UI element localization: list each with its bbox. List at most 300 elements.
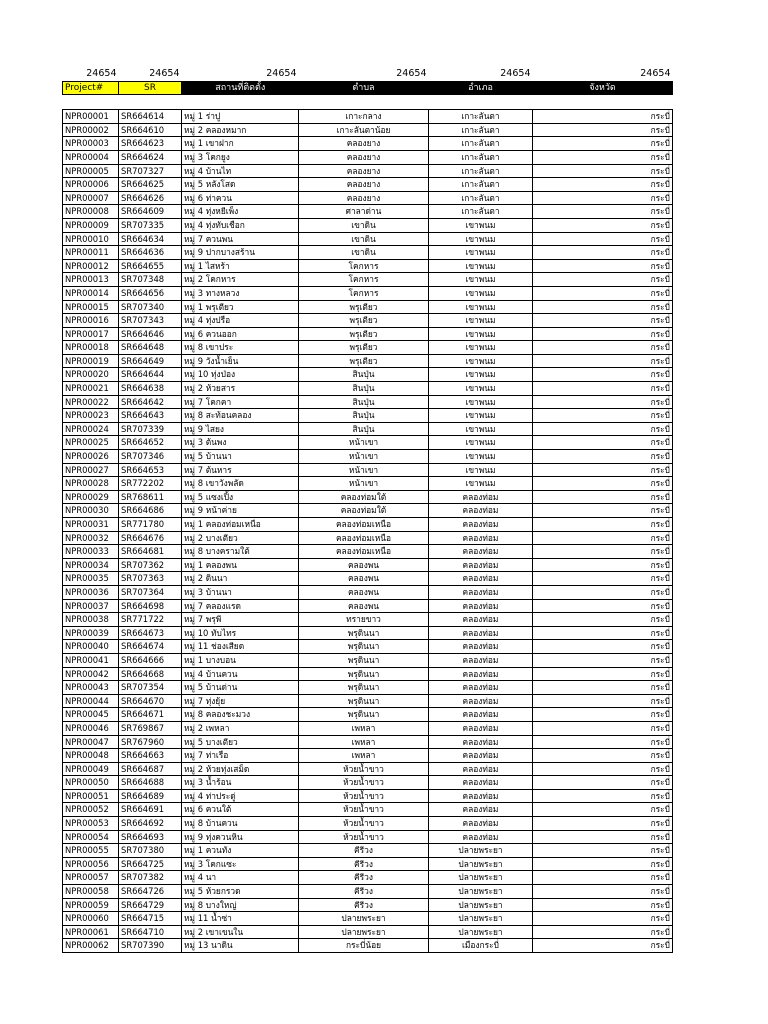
sr-cell[interactable]: SR664710: [119, 925, 182, 939]
subdistrict-cell[interactable]: คลองท่อมเหนือ: [299, 518, 429, 532]
project-id-cell[interactable]: NPR00018: [63, 341, 119, 355]
sr-cell[interactable]: SR664636: [119, 246, 182, 260]
sr-cell[interactable]: SR664681: [119, 545, 182, 559]
project-id-cell[interactable]: NPR00007: [63, 191, 119, 205]
project-id-cell[interactable]: NPR00059: [63, 898, 119, 912]
province-cell[interactable]: กระบี่: [533, 626, 673, 640]
location-cell[interactable]: หมู่ 8 เขาวังพลัด: [182, 477, 299, 491]
location-cell[interactable]: หมู่ 2 เพหลา: [182, 721, 299, 735]
project-id-cell[interactable]: NPR00039: [63, 626, 119, 640]
subdistrict-cell[interactable]: เพหลา: [299, 735, 429, 749]
sr-cell[interactable]: SR664626: [119, 191, 182, 205]
sr-cell[interactable]: SR664643: [119, 409, 182, 423]
project-id-cell[interactable]: NPR00020: [63, 368, 119, 382]
province-cell[interactable]: กระบี่: [533, 259, 673, 273]
sr-cell[interactable]: SR771722: [119, 613, 182, 627]
project-id-cell[interactable]: NPR00046: [63, 721, 119, 735]
project-id-cell[interactable]: NPR00044: [63, 694, 119, 708]
project-id-cell[interactable]: NPR00042: [63, 667, 119, 681]
subdistrict-cell[interactable]: คลองยาง: [299, 191, 429, 205]
sr-cell[interactable]: SR664668: [119, 667, 182, 681]
sr-cell[interactable]: SR707327: [119, 164, 182, 178]
subdistrict-cell[interactable]: เกาะกลาง: [299, 110, 429, 124]
project-id-cell[interactable]: NPR00008: [63, 205, 119, 219]
district-cell[interactable]: ปลายพระยา: [429, 912, 533, 926]
location-cell[interactable]: หมู่ 4 ทุ่งหยีเพ็ง: [182, 205, 299, 219]
project-id-cell[interactable]: NPR00015: [63, 300, 119, 314]
subdistrict-cell[interactable]: คลองท่อมใต้: [299, 504, 429, 518]
sr-cell[interactable]: SR664624: [119, 150, 182, 164]
district-cell[interactable]: เขาพนม: [429, 450, 533, 464]
location-cell[interactable]: หมู่ 7 คลองแรด: [182, 599, 299, 613]
subdistrict-cell[interactable]: ห้วยน้ำขาว: [299, 803, 429, 817]
district-cell[interactable]: เกาะลันตา: [429, 191, 533, 205]
district-cell[interactable]: เกาะลันตา: [429, 150, 533, 164]
location-cell[interactable]: หมู่ 7 ควนพน: [182, 232, 299, 246]
province-cell[interactable]: กระบี่: [533, 708, 673, 722]
district-cell[interactable]: คลองท่อม: [429, 708, 533, 722]
sr-cell[interactable]: SR707364: [119, 585, 182, 599]
project-id-cell[interactable]: NPR00045: [63, 708, 119, 722]
district-cell[interactable]: ปลายพระยา: [429, 898, 533, 912]
province-cell[interactable]: กระบี่: [533, 681, 673, 695]
sr-cell[interactable]: SR664634: [119, 232, 182, 246]
province-cell[interactable]: กระบี่: [533, 273, 673, 287]
sr-cell[interactable]: SR664652: [119, 436, 182, 450]
location-cell[interactable]: หมู่ 2 โคกหาร: [182, 273, 299, 287]
sr-cell[interactable]: SR664644: [119, 368, 182, 382]
location-cell[interactable]: หมู่ 4 บ้านควน: [182, 667, 299, 681]
location-cell[interactable]: หมู่ 8 คลองชะมวง: [182, 708, 299, 722]
district-cell[interactable]: คลองท่อม: [429, 667, 533, 681]
project-id-cell[interactable]: NPR00055: [63, 844, 119, 858]
project-id-cell[interactable]: NPR00022: [63, 395, 119, 409]
location-cell[interactable]: หมู่ 1 คลองท่อมเหนือ: [182, 518, 299, 532]
province-cell[interactable]: กระบี่: [533, 327, 673, 341]
header-project[interactable]: Project#: [63, 81, 119, 95]
location-cell[interactable]: หมู่ 5 แซงเปิ้ง: [182, 490, 299, 504]
province-cell[interactable]: กระบี่: [533, 749, 673, 763]
location-cell[interactable]: หมู่ 7 ต้นหาร: [182, 463, 299, 477]
subdistrict-cell[interactable]: พรุเตียว: [299, 354, 429, 368]
subdistrict-cell[interactable]: คีรีวง: [299, 898, 429, 912]
province-cell[interactable]: กระบี่: [533, 898, 673, 912]
project-id-cell[interactable]: NPR00024: [63, 422, 119, 436]
project-id-cell[interactable]: NPR00026: [63, 450, 119, 464]
sr-cell[interactable]: SR664715: [119, 912, 182, 926]
subdistrict-cell[interactable]: เขาดิน: [299, 218, 429, 232]
location-cell[interactable]: หมู่ 4 ทุ่งทับเชือก: [182, 218, 299, 232]
district-cell[interactable]: คลองท่อม: [429, 531, 533, 545]
location-cell[interactable]: หมู่ 5 บางเตียว: [182, 735, 299, 749]
district-cell[interactable]: เขาพนม: [429, 218, 533, 232]
subdistrict-cell[interactable]: ปลายพระยา: [299, 912, 429, 926]
district-cell[interactable]: เขาพนม: [429, 341, 533, 355]
province-cell[interactable]: กระบี่: [533, 803, 673, 817]
header-province[interactable]: จังหวัด: [533, 81, 673, 95]
project-id-cell[interactable]: NPR00012: [63, 259, 119, 273]
location-cell[interactable]: หมู่ 9 ปากบางสร้าน: [182, 246, 299, 260]
district-cell[interactable]: คลองท่อม: [429, 599, 533, 613]
location-cell[interactable]: หมู่ 2 คลองหมาก: [182, 123, 299, 137]
project-id-cell[interactable]: NPR00004: [63, 150, 119, 164]
sr-cell[interactable]: SR664625: [119, 178, 182, 192]
location-cell[interactable]: หมู่ 11 น้ำซ่า: [182, 912, 299, 926]
sr-cell[interactable]: SR771780: [119, 518, 182, 532]
subdistrict-cell[interactable]: พรุดินนา: [299, 708, 429, 722]
province-cell[interactable]: กระบี่: [533, 545, 673, 559]
province-cell[interactable]: กระบี่: [533, 205, 673, 219]
subdistrict-cell[interactable]: ทรายขาว: [299, 613, 429, 627]
province-cell[interactable]: กระบี่: [533, 382, 673, 396]
project-id-cell[interactable]: NPR00037: [63, 599, 119, 613]
province-cell[interactable]: กระบี่: [533, 300, 673, 314]
province-cell[interactable]: กระบี่: [533, 925, 673, 939]
project-id-cell[interactable]: NPR00032: [63, 531, 119, 545]
project-id-cell[interactable]: NPR00025: [63, 436, 119, 450]
sr-cell[interactable]: SR664656: [119, 286, 182, 300]
province-cell[interactable]: กระบี่: [533, 232, 673, 246]
province-cell[interactable]: กระบี่: [533, 585, 673, 599]
sr-cell[interactable]: SR664663: [119, 749, 182, 763]
province-cell[interactable]: กระบี่: [533, 721, 673, 735]
province-cell[interactable]: กระบี่: [533, 123, 673, 137]
project-id-cell[interactable]: NPR00017: [63, 327, 119, 341]
sr-cell[interactable]: SR664726: [119, 885, 182, 899]
header-district[interactable]: อำเภอ: [429, 81, 533, 95]
location-cell[interactable]: หมู่ 7 พรุพี: [182, 613, 299, 627]
project-id-cell[interactable]: NPR00050: [63, 776, 119, 790]
location-cell[interactable]: หมู่ 6 ท่าควน: [182, 191, 299, 205]
province-cell[interactable]: กระบี่: [533, 395, 673, 409]
district-cell[interactable]: คลองท่อม: [429, 817, 533, 831]
district-cell[interactable]: คลองท่อม: [429, 545, 533, 559]
sr-cell[interactable]: SR707348: [119, 273, 182, 287]
subdistrict-cell[interactable]: คีรีวง: [299, 844, 429, 858]
location-cell[interactable]: หมู่ 1 เขาฝาก: [182, 137, 299, 151]
header-sr[interactable]: SR: [119, 81, 182, 95]
subdistrict-cell[interactable]: คลองพน: [299, 585, 429, 599]
location-cell[interactable]: หมู่ 1 ควนทัง: [182, 844, 299, 858]
sr-cell[interactable]: SR664614: [119, 110, 182, 124]
subdistrict-cell[interactable]: คลองพน: [299, 558, 429, 572]
location-cell[interactable]: หมู่ 4 ทุ่งปรือ: [182, 314, 299, 328]
province-cell[interactable]: กระบี่: [533, 164, 673, 178]
project-id-cell[interactable]: NPR00033: [63, 545, 119, 559]
subdistrict-cell[interactable]: สินปุ่น: [299, 368, 429, 382]
province-cell[interactable]: กระบี่: [533, 857, 673, 871]
province-cell[interactable]: กระบี่: [533, 314, 673, 328]
location-cell[interactable]: หมู่ 2 ห้วยทุ่งเสม็ด: [182, 762, 299, 776]
project-id-cell[interactable]: NPR00028: [63, 477, 119, 491]
location-cell[interactable]: หมู่ 4 บ้านไท: [182, 164, 299, 178]
location-cell[interactable]: หมู่ 9 วังน้ำเย็น: [182, 354, 299, 368]
project-id-cell[interactable]: NPR00021: [63, 382, 119, 396]
subdistrict-cell[interactable]: เพหลา: [299, 721, 429, 735]
district-cell[interactable]: เขาพนม: [429, 354, 533, 368]
province-cell[interactable]: กระบี่: [533, 518, 673, 532]
location-cell[interactable]: หมู่ 2 เขาเขนใน: [182, 925, 299, 939]
province-cell[interactable]: กระบี่: [533, 341, 673, 355]
project-id-cell[interactable]: NPR00062: [63, 939, 119, 953]
sr-cell[interactable]: SR664623: [119, 137, 182, 151]
location-cell[interactable]: หมู่ 6 ควนออก: [182, 327, 299, 341]
province-cell[interactable]: กระบี่: [533, 694, 673, 708]
district-cell[interactable]: คลองท่อม: [429, 490, 533, 504]
project-id-cell[interactable]: NPR00056: [63, 857, 119, 871]
district-cell[interactable]: เกาะลันตา: [429, 205, 533, 219]
location-cell[interactable]: หมู่ 7 ท่าเรือ: [182, 749, 299, 763]
sr-cell[interactable]: SR767960: [119, 735, 182, 749]
location-cell[interactable]: หมู่ 7 โคกคา: [182, 395, 299, 409]
sr-cell[interactable]: SR664666: [119, 653, 182, 667]
subdistrict-cell[interactable]: ปลายพระยา: [299, 925, 429, 939]
subdistrict-cell[interactable]: หน้าเขา: [299, 477, 429, 491]
project-id-cell[interactable]: NPR00005: [63, 164, 119, 178]
project-id-cell[interactable]: NPR00003: [63, 137, 119, 151]
subdistrict-cell[interactable]: โคกหาร: [299, 259, 429, 273]
province-cell[interactable]: กระบี่: [533, 653, 673, 667]
province-cell[interactable]: กระบี่: [533, 246, 673, 260]
subdistrict-cell[interactable]: พรุดินนา: [299, 681, 429, 695]
project-id-cell[interactable]: NPR00038: [63, 613, 119, 627]
location-cell[interactable]: หมู่ 4 นา: [182, 871, 299, 885]
subdistrict-cell[interactable]: คีรีวง: [299, 871, 429, 885]
province-cell[interactable]: กระบี่: [533, 789, 673, 803]
sr-cell[interactable]: SR772202: [119, 477, 182, 491]
district-cell[interactable]: เกาะลันตา: [429, 178, 533, 192]
sr-cell[interactable]: SR664649: [119, 354, 182, 368]
province-cell[interactable]: กระบี่: [533, 640, 673, 654]
sr-cell[interactable]: SR664693: [119, 830, 182, 844]
district-cell[interactable]: คลองท่อม: [429, 789, 533, 803]
sr-cell[interactable]: SR664686: [119, 504, 182, 518]
location-cell[interactable]: หมู่ 2 บางเตียว: [182, 531, 299, 545]
subdistrict-cell[interactable]: กระบี่น้อย: [299, 939, 429, 953]
project-id-cell[interactable]: NPR00009: [63, 218, 119, 232]
sr-cell[interactable]: SR664692: [119, 817, 182, 831]
district-cell[interactable]: คลองท่อม: [429, 572, 533, 586]
project-id-cell[interactable]: NPR00029: [63, 490, 119, 504]
province-cell[interactable]: กระบี่: [533, 178, 673, 192]
province-cell[interactable]: กระบี่: [533, 830, 673, 844]
subdistrict-cell[interactable]: หน้าเขา: [299, 450, 429, 464]
subdistrict-cell[interactable]: ห้วยน้ำขาว: [299, 762, 429, 776]
district-cell[interactable]: เขาพนม: [429, 422, 533, 436]
district-cell[interactable]: คลองท่อม: [429, 613, 533, 627]
province-cell[interactable]: กระบี่: [533, 871, 673, 885]
subdistrict-cell[interactable]: ห้วยน้ำขาว: [299, 830, 429, 844]
subdistrict-cell[interactable]: พรุเตียว: [299, 314, 429, 328]
location-cell[interactable]: หมู่ 3 โคกยูง: [182, 150, 299, 164]
subdistrict-cell[interactable]: คลองยาง: [299, 164, 429, 178]
sr-cell[interactable]: SR707380: [119, 844, 182, 858]
project-id-cell[interactable]: NPR00043: [63, 681, 119, 695]
project-id-cell[interactable]: NPR00013: [63, 273, 119, 287]
location-cell[interactable]: หมู่ 1 พรุเตียว: [182, 300, 299, 314]
project-id-cell[interactable]: NPR00053: [63, 817, 119, 831]
subdistrict-cell[interactable]: สินปุ่น: [299, 422, 429, 436]
province-cell[interactable]: กระบี่: [533, 409, 673, 423]
location-cell[interactable]: หมู่ 8 เขาประ: [182, 341, 299, 355]
subdistrict-cell[interactable]: ศาลาด่าน: [299, 205, 429, 219]
district-cell[interactable]: คลองท่อม: [429, 640, 533, 654]
sr-cell[interactable]: SR768611: [119, 490, 182, 504]
header-subdistrict[interactable]: ตำบล: [299, 81, 429, 95]
sr-cell[interactable]: SR664642: [119, 395, 182, 409]
province-cell[interactable]: กระบี่: [533, 422, 673, 436]
location-cell[interactable]: หมู่ 10 ทุ่งป่อง: [182, 368, 299, 382]
subdistrict-cell[interactable]: ห้วยน้ำขาว: [299, 817, 429, 831]
project-id-cell[interactable]: NPR00034: [63, 558, 119, 572]
location-cell[interactable]: หมู่ 7 ทุ่งยุ้ย: [182, 694, 299, 708]
subdistrict-cell[interactable]: พรุดินนา: [299, 667, 429, 681]
subdistrict-cell[interactable]: พรุดินนา: [299, 640, 429, 654]
province-cell[interactable]: กระบี่: [533, 504, 673, 518]
project-id-cell[interactable]: NPR00036: [63, 585, 119, 599]
location-cell[interactable]: หมู่ 3 โคกแซะ: [182, 857, 299, 871]
sr-cell[interactable]: SR664674: [119, 640, 182, 654]
subdistrict-cell[interactable]: พรุดินนา: [299, 653, 429, 667]
project-id-cell[interactable]: NPR00058: [63, 885, 119, 899]
project-id-cell[interactable]: NPR00041: [63, 653, 119, 667]
location-cell[interactable]: หมู่ 1 คลองพน: [182, 558, 299, 572]
province-cell[interactable]: กระบี่: [533, 844, 673, 858]
sr-cell[interactable]: SR664655: [119, 259, 182, 273]
province-cell[interactable]: กระบี่: [533, 191, 673, 205]
location-cell[interactable]: หมู่ 9 หน้าค่าย: [182, 504, 299, 518]
district-cell[interactable]: เขาพนม: [429, 368, 533, 382]
subdistrict-cell[interactable]: สินปุ่น: [299, 409, 429, 423]
province-cell[interactable]: กระบี่: [533, 558, 673, 572]
district-cell[interactable]: ปลายพระยา: [429, 871, 533, 885]
sr-cell[interactable]: SR769867: [119, 721, 182, 735]
sr-cell[interactable]: SR664673: [119, 626, 182, 640]
district-cell[interactable]: เขาพนม: [429, 286, 533, 300]
project-id-cell[interactable]: NPR00010: [63, 232, 119, 246]
district-cell[interactable]: เขาพนม: [429, 314, 533, 328]
subdistrict-cell[interactable]: เขาดิน: [299, 232, 429, 246]
sr-cell[interactable]: SR707362: [119, 558, 182, 572]
district-cell[interactable]: เขาพนม: [429, 259, 533, 273]
sr-cell[interactable]: SR707335: [119, 218, 182, 232]
province-cell[interactable]: กระบี่: [533, 436, 673, 450]
district-cell[interactable]: เขาพนม: [429, 463, 533, 477]
project-id-cell[interactable]: NPR00052: [63, 803, 119, 817]
project-id-cell[interactable]: NPR00061: [63, 925, 119, 939]
district-cell[interactable]: เขาพนม: [429, 246, 533, 260]
subdistrict-cell[interactable]: ห้วยน้ำขาว: [299, 789, 429, 803]
province-cell[interactable]: กระบี่: [533, 613, 673, 627]
district-cell[interactable]: คลองท่อม: [429, 518, 533, 532]
location-cell[interactable]: หมู่ 9 ทุ่งควนหิน: [182, 830, 299, 844]
sr-cell[interactable]: SR664638: [119, 382, 182, 396]
subdistrict-cell[interactable]: คลองยาง: [299, 137, 429, 151]
province-cell[interactable]: กระบี่: [533, 490, 673, 504]
location-cell[interactable]: หมู่ 5 หลังโสด: [182, 178, 299, 192]
sr-cell[interactable]: SR664687: [119, 762, 182, 776]
subdistrict-cell[interactable]: พรุดินนา: [299, 694, 429, 708]
project-id-cell[interactable]: NPR00054: [63, 830, 119, 844]
location-cell[interactable]: หมู่ 3 ทางหลวง: [182, 286, 299, 300]
sr-cell[interactable]: SR664610: [119, 123, 182, 137]
project-id-cell[interactable]: NPR00049: [63, 762, 119, 776]
subdistrict-cell[interactable]: โคกหาร: [299, 286, 429, 300]
location-cell[interactable]: หมู่ 8 บ้านควน: [182, 817, 299, 831]
project-id-cell[interactable]: NPR00023: [63, 409, 119, 423]
province-cell[interactable]: กระบี่: [533, 286, 673, 300]
subdistrict-cell[interactable]: ห้วยน้ำขาว: [299, 776, 429, 790]
district-cell[interactable]: เขาพนม: [429, 382, 533, 396]
province-cell[interactable]: กระบี่: [533, 667, 673, 681]
district-cell[interactable]: เขาพนม: [429, 232, 533, 246]
district-cell[interactable]: เขาพนม: [429, 409, 533, 423]
district-cell[interactable]: เขาพนม: [429, 395, 533, 409]
project-id-cell[interactable]: NPR00019: [63, 354, 119, 368]
location-cell[interactable]: หมู่ 2 ดินนา: [182, 572, 299, 586]
district-cell[interactable]: คลองท่อม: [429, 749, 533, 763]
district-cell[interactable]: เขาพนม: [429, 477, 533, 491]
location-cell[interactable]: หมู่ 9 ไสยง: [182, 422, 299, 436]
district-cell[interactable]: เกาะลันตา: [429, 123, 533, 137]
province-cell[interactable]: กระบี่: [533, 463, 673, 477]
subdistrict-cell[interactable]: คลองยาง: [299, 178, 429, 192]
sr-cell[interactable]: SR707363: [119, 572, 182, 586]
subdistrict-cell[interactable]: คลองท่อมใต้: [299, 490, 429, 504]
subdistrict-cell[interactable]: คลองพน: [299, 572, 429, 586]
province-cell[interactable]: กระบี่: [533, 450, 673, 464]
district-cell[interactable]: เขาพนม: [429, 327, 533, 341]
district-cell[interactable]: เกาะลันตา: [429, 110, 533, 124]
district-cell[interactable]: ปลายพระยา: [429, 844, 533, 858]
district-cell[interactable]: เขาพนม: [429, 436, 533, 450]
sr-cell[interactable]: SR664729: [119, 898, 182, 912]
province-cell[interactable]: กระบี่: [533, 939, 673, 953]
district-cell[interactable]: คลองท่อม: [429, 762, 533, 776]
location-cell[interactable]: หมู่ 5 บ้านนา: [182, 450, 299, 464]
sr-cell[interactable]: SR707382: [119, 871, 182, 885]
subdistrict-cell[interactable]: สินปุ่น: [299, 395, 429, 409]
sr-cell[interactable]: SR707343: [119, 314, 182, 328]
sr-cell[interactable]: SR664648: [119, 341, 182, 355]
location-cell[interactable]: หมู่ 3 น้ำร้อน: [182, 776, 299, 790]
subdistrict-cell[interactable]: คลองท่อมเหนือ: [299, 531, 429, 545]
sr-cell[interactable]: SR664653: [119, 463, 182, 477]
district-cell[interactable]: คลองท่อม: [429, 653, 533, 667]
district-cell[interactable]: เกาะลันตา: [429, 164, 533, 178]
subdistrict-cell[interactable]: คีรีวง: [299, 885, 429, 899]
location-cell[interactable]: หมู่ 10 ทับไทร: [182, 626, 299, 640]
sr-cell[interactable]: SR707346: [119, 450, 182, 464]
project-id-cell[interactable]: NPR00001: [63, 110, 119, 124]
province-cell[interactable]: กระบี่: [533, 110, 673, 124]
location-cell[interactable]: หมู่ 5 ห้วยกรวด: [182, 885, 299, 899]
province-cell[interactable]: กระบี่: [533, 599, 673, 613]
district-cell[interactable]: เกาะลันตา: [429, 137, 533, 151]
subdistrict-cell[interactable]: โคกหาร: [299, 273, 429, 287]
sr-cell[interactable]: SR664670: [119, 694, 182, 708]
district-cell[interactable]: ปลายพระยา: [429, 885, 533, 899]
province-cell[interactable]: กระบี่: [533, 137, 673, 151]
project-id-cell[interactable]: NPR00014: [63, 286, 119, 300]
district-cell[interactable]: คลองท่อม: [429, 721, 533, 735]
province-cell[interactable]: กระบี่: [533, 354, 673, 368]
project-id-cell[interactable]: NPR00048: [63, 749, 119, 763]
location-cell[interactable]: หมู่ 1 บางบอน: [182, 653, 299, 667]
subdistrict-cell[interactable]: พรุเตียว: [299, 341, 429, 355]
district-cell[interactable]: คลองท่อม: [429, 694, 533, 708]
sr-cell[interactable]: SR664725: [119, 857, 182, 871]
